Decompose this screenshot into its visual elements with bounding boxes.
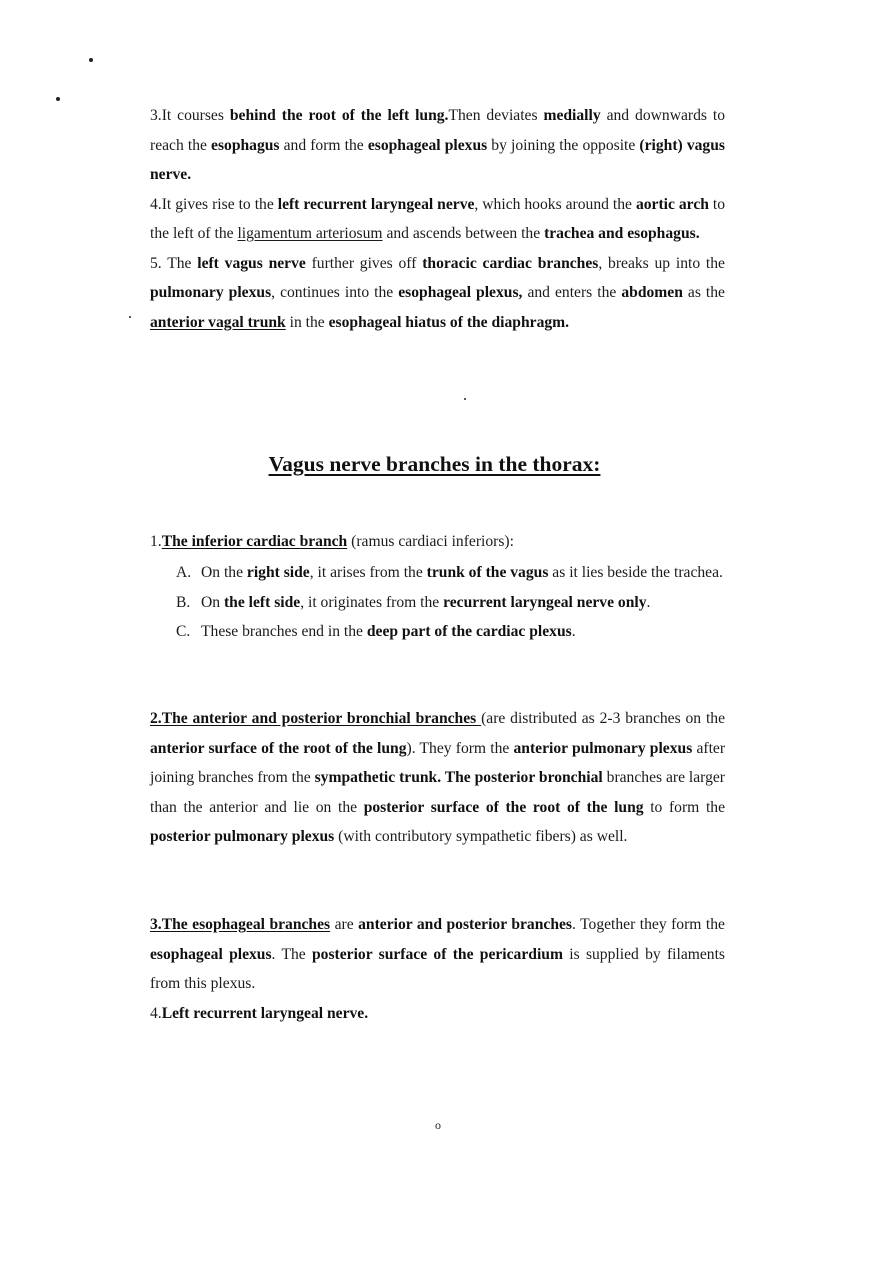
bold-text: Left recurrent laryngeal nerve.: [161, 1004, 369, 1022]
bold-text: trachea and esophagus.: [544, 225, 700, 242]
underlined-text: ligamentum arteriosum: [237, 225, 383, 242]
text: and downwards to reach the: [150, 107, 726, 154]
bold-text: trunk of the vagus: [426, 564, 549, 581]
text: .: [571, 623, 576, 640]
text: to form the: [643, 798, 726, 816]
text: , it originates from the: [300, 593, 444, 611]
text: is supplied by filaments from this plexus.: [150, 945, 725, 992]
text: , continues into the: [271, 284, 399, 301]
bold-text: left recurrent laryngeal nerve: [277, 195, 475, 213]
section-heading: Vagus nerve branches in the thorax:: [268, 452, 601, 476]
text: to the left of the: [150, 195, 726, 242]
bold-text: pulmonary plexus: [150, 284, 272, 301]
text: in the: [285, 313, 329, 331]
text: further gives off: [305, 254, 423, 272]
text: by joining the opposite: [487, 136, 640, 154]
bold-text: aortic arch: [635, 195, 709, 213]
branch-2-paragraph: [150, 704, 725, 852]
branch-1-heading: [150, 527, 725, 557]
text: 3.It courses: [150, 107, 230, 124]
list-item-a: [176, 558, 725, 588]
list-item-b: [176, 588, 725, 618]
underlined-bold-text: anterior vagal trunk: [150, 313, 286, 331]
text: and ascends between the: [382, 225, 545, 242]
text: 4.It gives rise to the: [150, 195, 278, 213]
page-mark: o: [435, 1118, 441, 1132]
branch-3-paragraph: [150, 910, 725, 1028]
bold-text: (right) vagus nerve.: [150, 136, 725, 183]
branch-1-list: [176, 558, 725, 647]
text: 1.: [150, 533, 162, 550]
bold-text: behind the root of the left lung.: [229, 107, 449, 124]
text: and enters the: [522, 284, 622, 301]
bold-text: right side: [246, 564, 310, 581]
text: as the: [682, 284, 725, 301]
section-top: [150, 101, 725, 337]
bold-text: esophageal plexus: [150, 945, 272, 963]
text: , breaks up into the: [598, 254, 725, 272]
text: are: [330, 916, 359, 933]
text: On: [201, 593, 224, 611]
list-item-c: [176, 617, 725, 647]
scan-speck: [56, 97, 60, 101]
bold-text: anterior surface of the root of the lung: [150, 739, 407, 757]
underlined-bold-text: 2.The anterior and posterior bronchial branches: [150, 710, 482, 727]
bold-text: deep part of the cardiac plexus: [366, 623, 572, 640]
text: 4.: [150, 1004, 162, 1022]
bold-text: esophageal hiatus of the diaphragm.: [328, 313, 570, 331]
text: as it lies beside the trachea.: [548, 564, 723, 581]
bold-text: esophageal plexus,: [398, 284, 523, 301]
text: . The: [271, 945, 312, 963]
list-label: C.: [176, 623, 191, 640]
text: On the: [201, 564, 247, 581]
bold-text: anterior pulmonary plexus: [513, 739, 693, 757]
bold-text: posterior pulmonary plexus: [150, 828, 335, 845]
bold-text: thoracic cardiac branches: [422, 254, 599, 272]
bold-text: medially: [543, 107, 601, 124]
text: (ramus cardiaci inferiors):: [347, 533, 514, 550]
text: 5. The: [150, 254, 198, 272]
paragraph-4: [150, 190, 725, 249]
underlined-bold-text: 3.The esophageal branches: [150, 916, 331, 933]
text: . Together they form the: [571, 916, 725, 933]
scan-speck: [129, 316, 131, 318]
list-label: A.: [176, 564, 192, 581]
bold-text: abdomen: [621, 284, 683, 301]
paragraph-3: [150, 101, 725, 190]
bold-text: sympathetic trunk. The posterior bronchial: [314, 769, 603, 786]
text: Then deviates: [448, 107, 544, 124]
text: ). They form the: [406, 739, 514, 757]
bold-text: recurrent laryngeal nerve only: [443, 593, 647, 611]
text: branches are larger than the anterior and lie on the: [150, 769, 725, 816]
text: and form the: [279, 136, 368, 154]
bold-text: posterior surface of the pericardium: [312, 945, 563, 963]
bold-text: the left side: [223, 593, 301, 611]
bold-text: anterior and posterior branches: [358, 916, 572, 933]
text: , which hooks around the: [474, 195, 636, 213]
paragraph-5: [150, 249, 725, 338]
text: .: [646, 593, 651, 611]
text: , it arises from the: [309, 564, 427, 581]
bold-text: esophagus: [211, 136, 280, 154]
bold-text: posterior surface of the root of the lung: [363, 798, 644, 816]
scan-speck: [464, 398, 466, 400]
bold-text: left vagus nerve: [197, 254, 306, 272]
bold-text: esophageal plexus: [367, 136, 488, 154]
underlined-bold-text: The inferior cardiac branch: [161, 533, 348, 550]
branch-4-line: [150, 999, 725, 1029]
text: These branches end in the: [201, 623, 367, 640]
scan-speck: [89, 58, 93, 62]
text: (are distributed as 2-3 branches on the: [481, 710, 726, 727]
text: after joining branches from the: [150, 739, 726, 786]
text: (with contributory sympathetic fibers) as well.: [334, 828, 628, 845]
list-label: B.: [176, 593, 191, 611]
